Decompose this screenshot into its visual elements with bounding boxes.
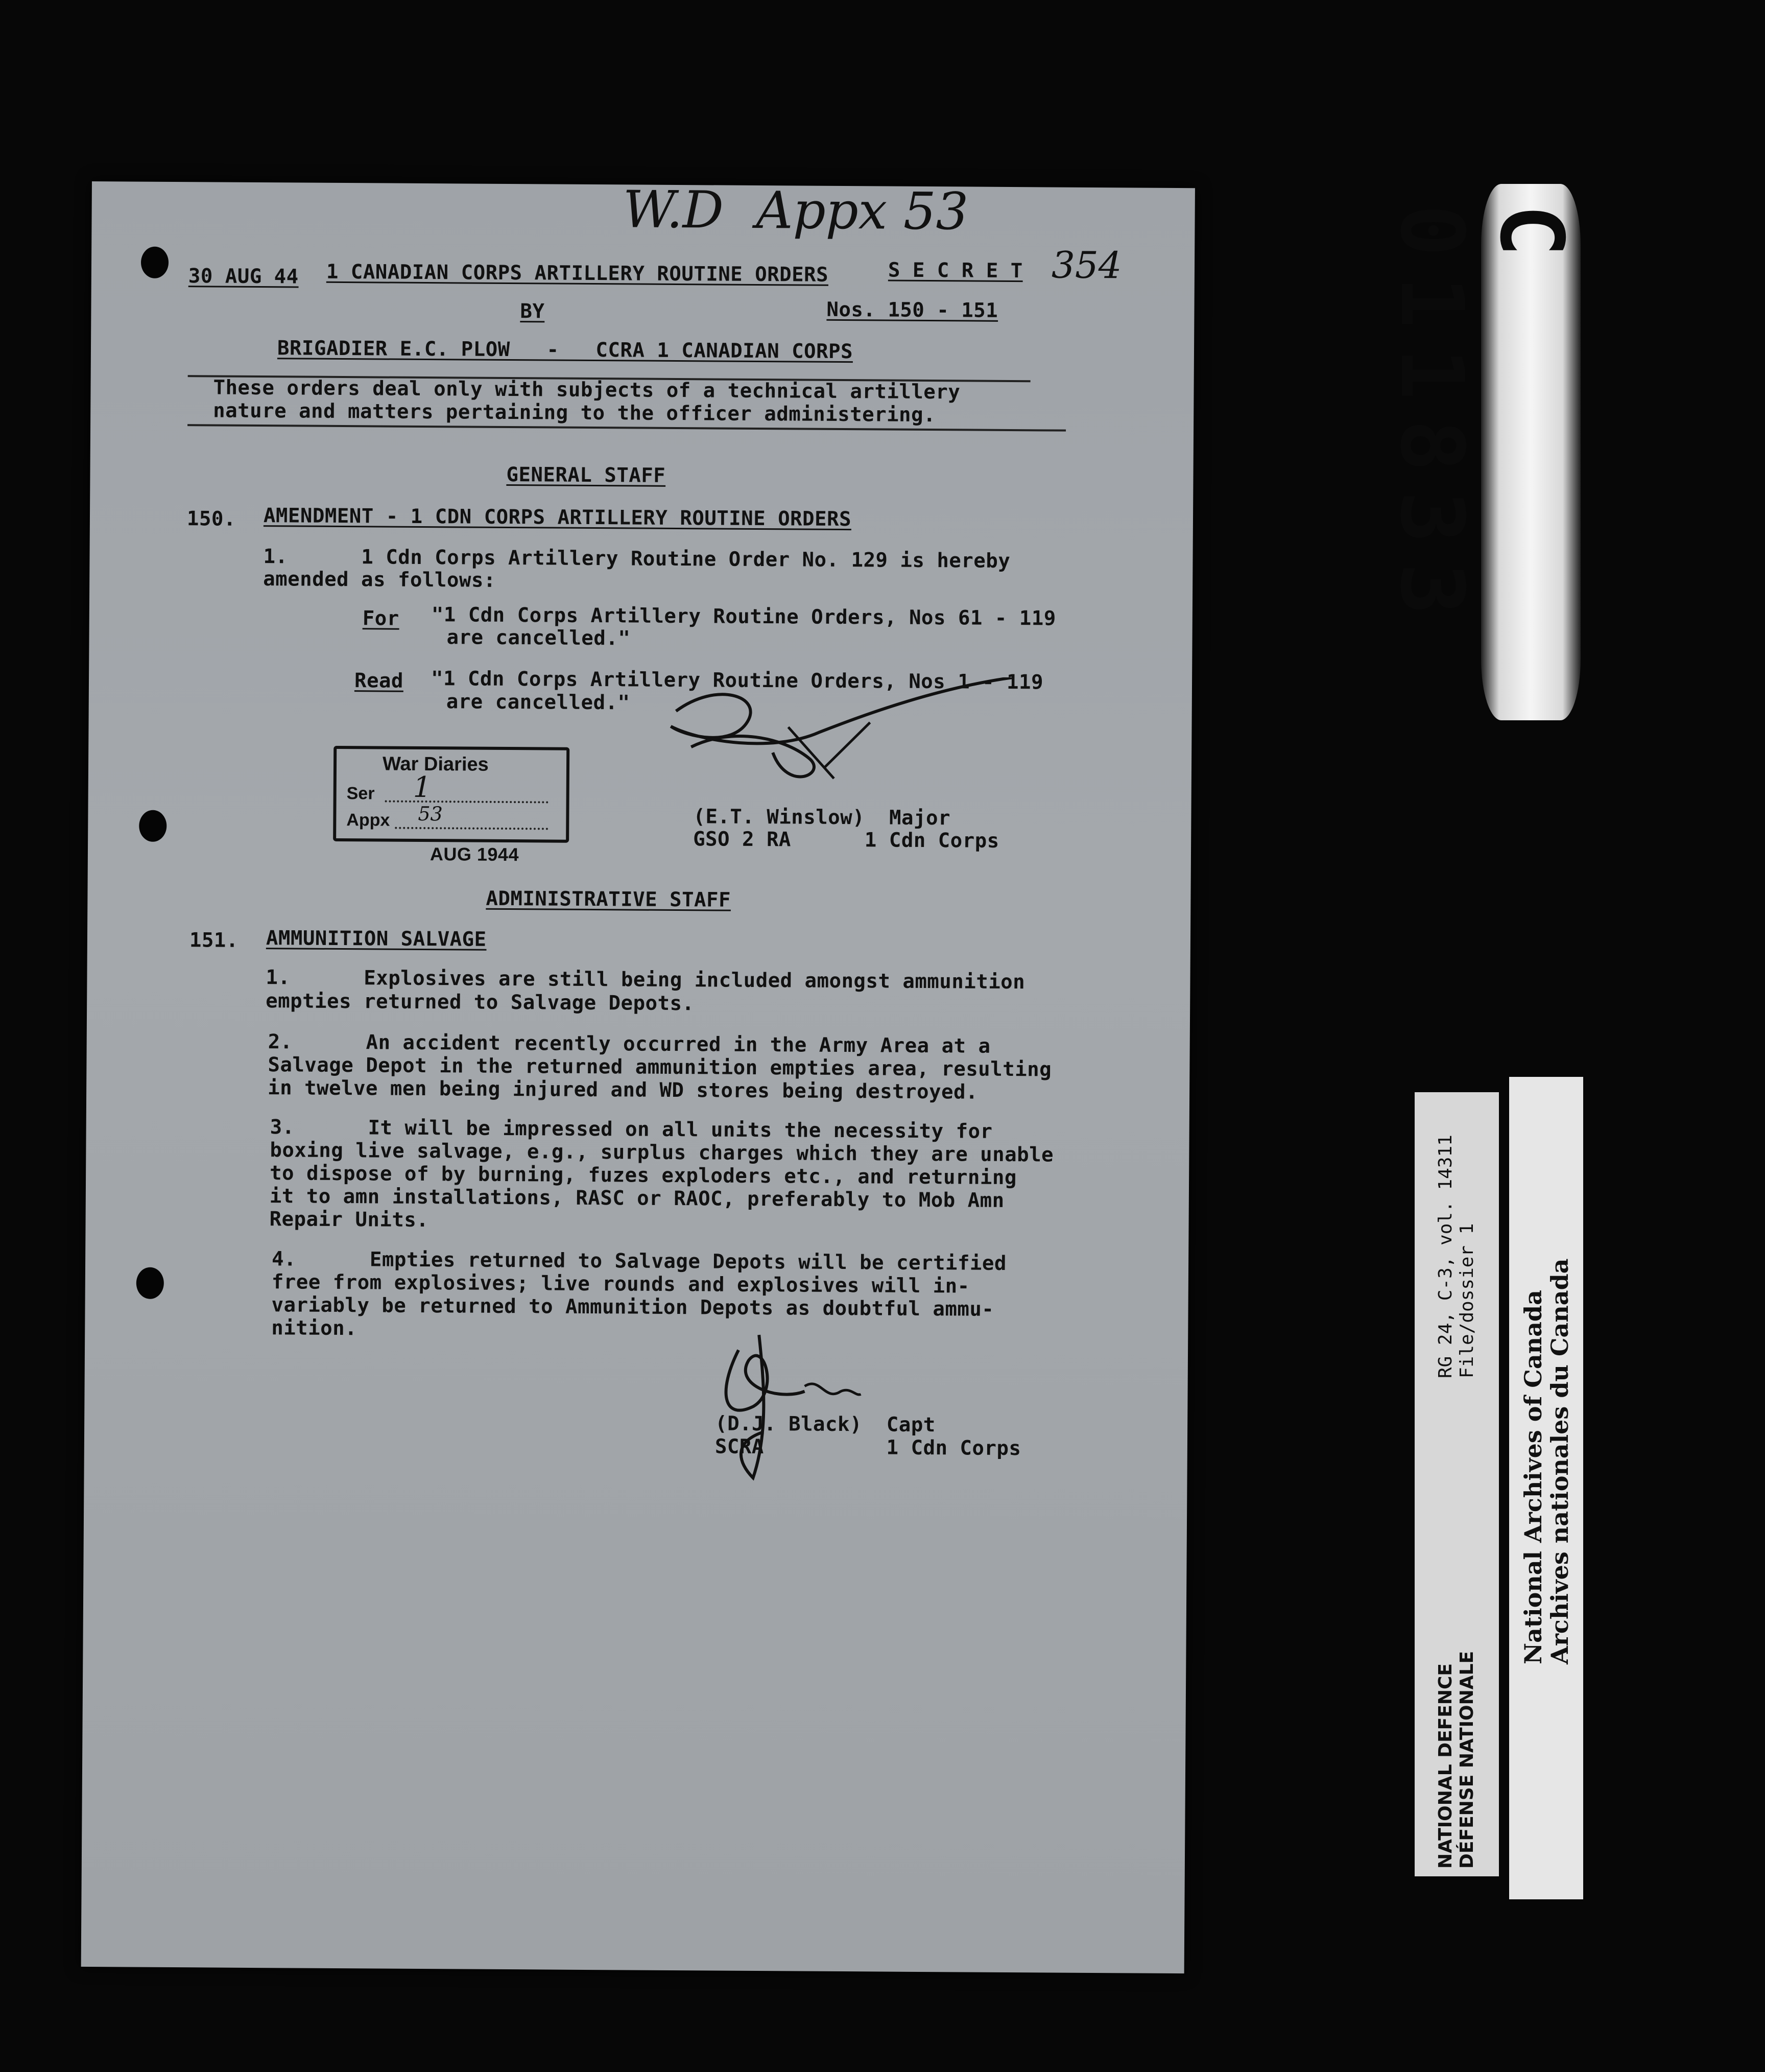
order-151-p3-line4: it to amn installations, RASC or RAOC, preferably to Mob Amn <box>269 1185 1005 1212</box>
label-ref-line2: File/dossier 1 <box>1457 1223 1477 1378</box>
punch-hole-top <box>141 247 169 278</box>
order-151-p3-line2: boxing live salvage, e.g., surplus charges which they are unable <box>270 1139 1054 1167</box>
note-line-2: nature and matters pertaining to the officer administering. <box>213 399 936 427</box>
black-title: SCRA 1 Cdn Corps <box>714 1435 1021 1461</box>
administrative-staff-heading: ADMINISTRATIVE STAFF <box>486 887 731 912</box>
order-151-p3-line1: 3. It will be impressed on all units the necessity for <box>270 1116 993 1143</box>
war-diaries-stamp <box>333 746 569 843</box>
read-label: Read <box>354 669 404 693</box>
order-151-p1-line2: empties returned to Salvage Depots. <box>266 990 695 1016</box>
stamp-appx-label: Appx <box>346 810 390 830</box>
punch-hole-middle <box>139 810 166 842</box>
note-line-1: These orders deal only with subjects of a technical artillery <box>213 376 961 404</box>
order-150-number: 150. <box>186 507 236 531</box>
order-151-p2-line3: in twelve men being injured and WD stores being destroyed. <box>268 1076 979 1104</box>
order-151-p2-line1: 2. An accident recently occurred in the Army Area at a <box>268 1030 991 1058</box>
stamp-ser-label: Ser <box>346 784 375 804</box>
document-title: 1 CANADIAN CORPS ARTILLERY ROUTINE ORDERS <box>326 260 829 287</box>
black-name: (D.J. Black) Capt <box>715 1412 936 1437</box>
read-line-1: "1 Cdn Corps Artillery Routine Orders, Nos 1 - 119 <box>431 667 1044 694</box>
order-date: 30 AUG 44 <box>188 265 299 289</box>
for-line-2: are cancelled." <box>446 626 631 650</box>
order-151-p4-line3: variably be returned to Ammunition Depots as doubtful ammu- <box>271 1293 994 1321</box>
label-ref-line1: RG 24, C-3, vol. 14311 <box>1435 1135 1456 1378</box>
order-151-p4-line1: 4. Empties returned to Salvage Depots will be certified <box>271 1247 1007 1275</box>
by-label: BY <box>520 300 545 323</box>
order-151-p3-line5: Repair Units. <box>269 1208 429 1232</box>
order-150-para1-line1: 1. 1 Cdn Corps Artillery Routine Order No. 129 is hereby <box>263 545 1011 573</box>
punch-hole-bottom <box>136 1267 164 1299</box>
frame-number-strip <box>1381 184 1582 720</box>
order-150-title: AMENDMENT - 1 CDN CORPS ARTILLERY ROUTINE ORDERS <box>263 504 852 531</box>
for-label: For <box>362 607 399 630</box>
winslow-signature <box>655 675 1044 811</box>
stamp-date: AUG 1944 <box>430 843 519 865</box>
classification: S E C R E T <box>888 258 1023 283</box>
read-line-2: are cancelled." <box>446 690 630 715</box>
order-150-para1-line2: amended as follows: <box>263 568 496 592</box>
stamp-title: War Diaries <box>382 753 489 775</box>
handwritten-annotation: W.D Appx 53 <box>623 179 969 242</box>
frame-number: C 011833 <box>1381 204 1582 635</box>
order-151-p2-line2: Salvage Depot in the returned ammunition empties area, resulting <box>268 1053 1052 1081</box>
order-151-title: AMMUNITION SALVAGE <box>266 927 487 951</box>
general-staff-heading: GENERAL STAFF <box>506 463 666 487</box>
stamp-appx-value: 53 <box>418 802 443 826</box>
issuer-line: BRIGADIER E.C. PLOW - CCRA 1 CANADIAN CORPS <box>277 337 853 364</box>
winslow-title: GSO 2 RA 1 Cdn Corps <box>693 828 999 853</box>
label-national-archives: National Archives of Canada <box>1519 1290 1547 1664</box>
order-151-p4-line2: free from explosives; live rounds and explosives will in- <box>271 1270 970 1298</box>
label-archives-nationales: Archives nationales du Canada <box>1546 1258 1573 1664</box>
order-151-p1-line1: 1. Explosives are still being included amongst ammunition <box>266 966 1025 994</box>
label-defense-nationale: DÉFENSE NATIONALE <box>1457 1651 1477 1869</box>
order-numbers: Nos. 150 - 151 <box>826 298 998 322</box>
archive-label-defence <box>1415 1092 1499 1876</box>
archive-label-nac <box>1509 1077 1583 1899</box>
stamp-ser-value: 1 <box>413 770 432 805</box>
for-line-1: "1 Cdn Corps Artillery Routine Orders, Nos 61 - 119 <box>431 603 1056 630</box>
order-151-p3-line3: to dispose of by burning, fuzes exploders etc., and returning <box>270 1162 1017 1190</box>
order-151-number: 151. <box>189 929 238 952</box>
order-151-p4-line4: nition. <box>271 1316 357 1340</box>
winslow-name: (E.T. Winslow) Major <box>693 805 951 830</box>
page-number: 354 <box>1051 243 1122 287</box>
document-page <box>81 181 1195 1973</box>
label-national-defence: NATIONAL DEFENCE <box>1435 1663 1456 1869</box>
